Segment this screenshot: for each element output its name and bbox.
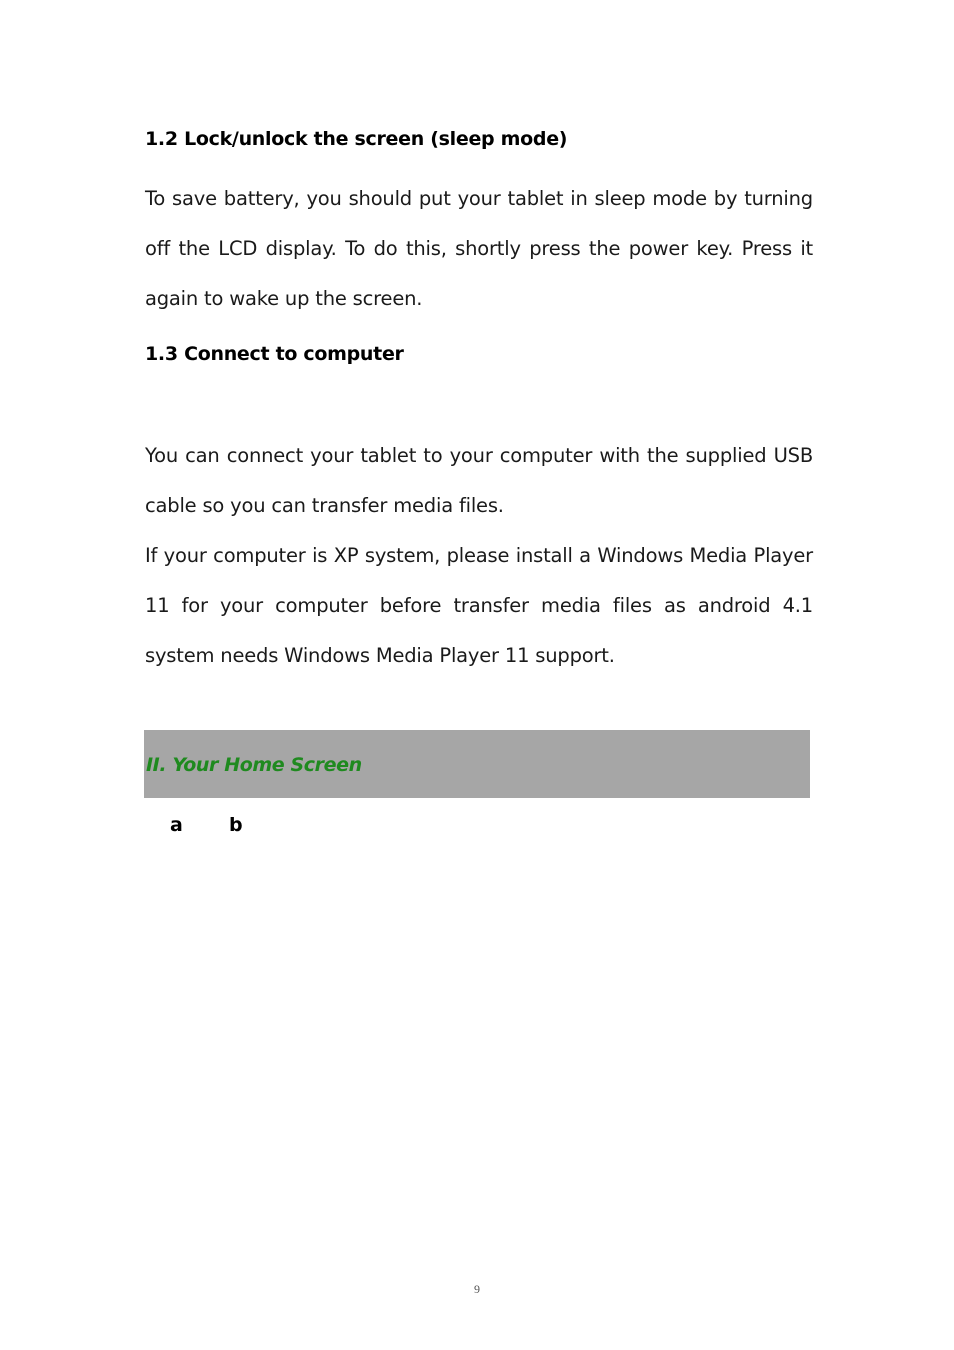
home-screen-title: II. Your Home Screen — [146, 754, 362, 776]
home-screen-section-bar — [144, 730, 810, 798]
section-heading-lock-unlock: 1.2 Lock/unlock the screen (sleep mode) — [145, 128, 568, 150]
paragraph-connect-usb: You can connect your tablet to your computer with the supplied USB cable so you can transfer media files. — [145, 444, 813, 517]
page-number: 9 — [474, 1282, 480, 1296]
paragraph-xp-media-player: If your computer is XP system, please install a Windows Media Player 11 for your computer before transfer media files as android 4.1 system needs Windows Media Player 11 support. — [145, 544, 813, 667]
paragraph-sleep-mode: To save battery, you should put your tablet in sleep mode by turning off the LCD display. To do this, shortly press the power key. Press it again to wake up the screen. — [145, 187, 813, 310]
marker-b: b — [229, 814, 243, 836]
section-heading-connect-computer: 1.3 Connect to computer — [145, 343, 404, 365]
marker-a: a — [170, 814, 183, 836]
